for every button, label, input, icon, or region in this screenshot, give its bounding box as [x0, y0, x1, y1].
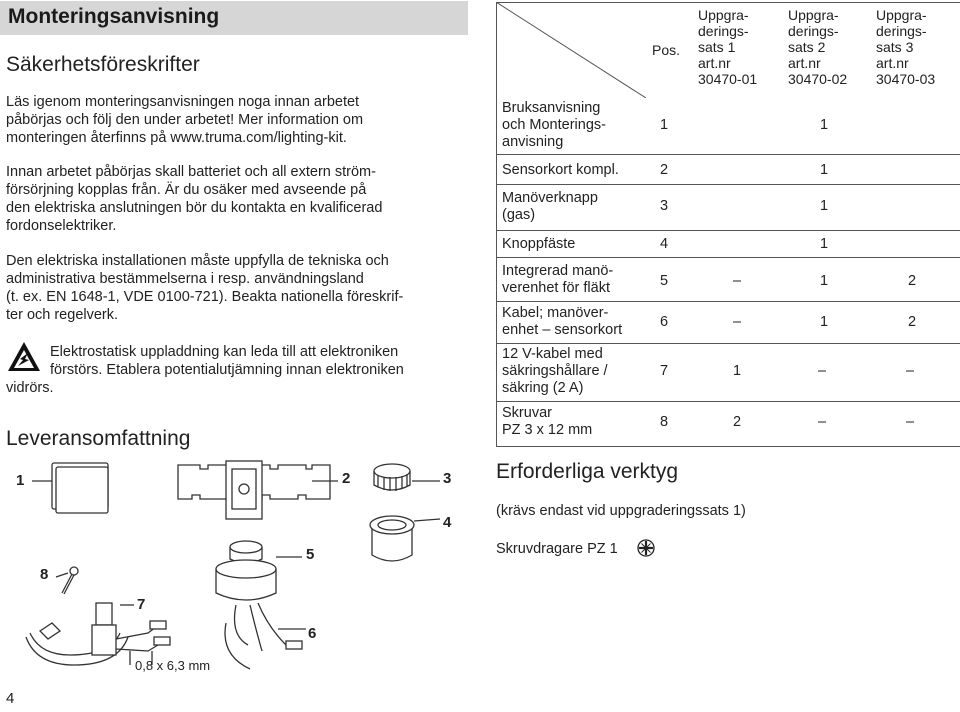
table-cell-kit-1: – — [733, 314, 742, 330]
text-line: anvisning — [502, 134, 564, 150]
text-line: Innan arbetet påbörjas skall batteriet och all extern ström- — [6, 164, 376, 180]
header-line: art.nr — [788, 55, 821, 71]
safety-paragraph-2 — [6, 163, 382, 235]
table-row-divider — [496, 184, 960, 185]
table-cell-kit-2: 1 — [820, 117, 829, 133]
table-cell-kit-2: 1 — [820, 236, 829, 252]
table-cell-pos: 3 — [660, 198, 669, 214]
table-row-name — [502, 305, 622, 339]
table-row-divider — [496, 401, 960, 402]
text-line: (t. ex. EN 1648-1, VDE 0100-721). Beakta nationella föreskrif- — [6, 289, 404, 305]
header-line: sats 3 — [876, 39, 914, 55]
text-line: administrativa bestämmelserna i resp. användningsland — [6, 271, 364, 287]
text-line: ter och regelverk. — [6, 307, 119, 323]
callout-7: 7 — [137, 596, 146, 613]
header-kit-2 — [788, 7, 847, 87]
table-row-name — [502, 346, 608, 397]
text-line: förstörs. Etablera potentialutjämning innan elektroniken — [50, 362, 404, 378]
text-line: enhet – sensorkort — [502, 322, 623, 338]
text-line: och Monterings- — [502, 117, 606, 133]
table-row-name — [502, 263, 613, 297]
text-line: Skruvar — [502, 405, 552, 421]
text-line: Elektrostatisk uppladdning kan leda till att elektroniken — [50, 344, 399, 360]
table-cell-kit-1: – — [733, 273, 742, 289]
tools-heading: Erforderliga verktyg — [496, 460, 679, 483]
text-line: verenhet för fläkt — [502, 280, 610, 296]
header-line: derings- — [876, 23, 927, 39]
table-row-divider — [496, 301, 960, 302]
text-line: säkring (2 A) — [502, 380, 584, 396]
table-cell-kit-2: 1 — [820, 314, 829, 330]
callout-6: 6 — [308, 625, 317, 642]
table-cell-kit-3: – — [906, 363, 915, 379]
table-cell-pos: 5 — [660, 273, 669, 289]
text-line: PZ 3 x 12 mm — [502, 422, 593, 438]
header-kit-3 — [876, 7, 935, 87]
table-cell-kit-1: 2 — [733, 414, 742, 430]
header-line: Uppgra- — [788, 7, 839, 23]
header-line: 30470-03 — [876, 71, 936, 87]
header-line: art.nr — [698, 55, 731, 71]
header-kit-1 — [698, 7, 757, 87]
table-cell-pos: 2 — [660, 162, 669, 178]
text-line: 12 V-kabel med — [502, 346, 603, 362]
table-cell-kit-2: 1 — [820, 162, 829, 178]
table-cell-kit-1: 1 — [733, 363, 742, 379]
text-line: Integrerad manö- — [502, 263, 614, 279]
table-row-divider — [496, 257, 960, 258]
delivery-heading: Leveransomfattning — [6, 427, 191, 450]
page-number: 4 — [6, 690, 15, 707]
header-line: derings- — [788, 23, 839, 39]
text-line: Bruksanvisning — [502, 100, 601, 116]
table-row-name: Knoppfäste — [502, 236, 576, 252]
text-line: (gas) — [502, 207, 536, 223]
callout-8: 8 — [40, 566, 49, 583]
text-line: Kabel; manöver- — [502, 305, 609, 321]
callout-4: 4 — [443, 514, 452, 531]
header-line: Uppgra- — [876, 7, 927, 23]
table-cell-pos: 8 — [660, 414, 669, 430]
table-row-name — [502, 190, 598, 224]
callout-1: 1 — [16, 472, 25, 489]
table-cell-kit-3: 2 — [908, 314, 917, 330]
header-line: 30470-02 — [788, 71, 848, 87]
table-cell-kit-2: – — [818, 414, 827, 430]
text-line: Den elektriska installationen måste uppfylla de tekniska och — [6, 253, 389, 269]
header-line: derings- — [698, 23, 749, 39]
esd-warning-icon — [6, 340, 42, 374]
text-line: Läs igenom monteringsanvisningen noga innan arbetet — [6, 94, 360, 110]
safety-heading: Säkerhetsföreskrifter — [6, 53, 200, 76]
table-cell-kit-2: – — [818, 363, 827, 379]
callout-3: 3 — [443, 470, 452, 487]
header-line: art.nr — [876, 55, 909, 71]
safety-paragraph-3 — [6, 252, 403, 324]
table-row-divider — [496, 230, 960, 231]
tools-note: (krävs endast vid uppgraderingssats 1) — [496, 503, 746, 519]
table-row-name — [502, 100, 606, 151]
header-line: sats 2 — [788, 39, 826, 55]
text-line: Manöverknapp — [502, 190, 598, 206]
text-line: fordonselektriker. — [6, 218, 117, 234]
header-pos: Pos. — [652, 42, 681, 58]
tools-item: Skruvdragare PZ 1 — [496, 541, 618, 557]
title-bar — [0, 1, 468, 35]
text-line: den elektriska anslutningen bör du kontakta en kvalificerad — [6, 200, 383, 216]
header-line: Uppgra- — [698, 7, 749, 23]
header-line: 30470-01 — [698, 71, 758, 87]
esd-warning-text — [50, 343, 404, 379]
delivery-illustration — [0, 455, 470, 690]
esd-warning-text-end: vidrörs. — [6, 380, 54, 396]
text-line: påbörjas och följ den under arbetet! Mer information om — [6, 112, 364, 128]
text-line: monteringen återfinns på www.truma.com/lighting-kit. — [6, 130, 347, 146]
text-line: försörjning kopplas från. Är du osäker med avseende på — [6, 182, 367, 198]
text-line: säkringshållare / — [502, 363, 608, 379]
table-cell-kit-2: 1 — [820, 198, 829, 214]
table-cell-pos: 6 — [660, 314, 669, 330]
table-cell-kit-2: 1 — [820, 273, 829, 289]
table-row-divider — [496, 154, 960, 155]
dimension-label: 0,8 x 6,3 mm — [135, 658, 211, 673]
header-line: sats 1 — [698, 39, 736, 55]
table-row-name — [502, 405, 592, 439]
page-title: Monteringsanvisning — [8, 5, 220, 28]
table-cell-pos: 4 — [660, 236, 669, 252]
table-cell-kit-3: – — [906, 414, 915, 430]
table-cell-pos: 1 — [660, 117, 669, 133]
callout-5: 5 — [306, 546, 315, 563]
safety-paragraph-1 — [6, 93, 363, 147]
table-corner-diagonal — [496, 2, 646, 98]
table-row-divider — [496, 343, 960, 344]
table-cell-pos: 7 — [660, 363, 669, 379]
pozidriv-icon — [636, 538, 656, 558]
table-row-name: Sensorkort kompl. — [502, 162, 619, 178]
table-bottom-border — [496, 446, 960, 447]
callout-2: 2 — [342, 470, 351, 487]
table-cell-kit-3: 2 — [908, 273, 917, 289]
